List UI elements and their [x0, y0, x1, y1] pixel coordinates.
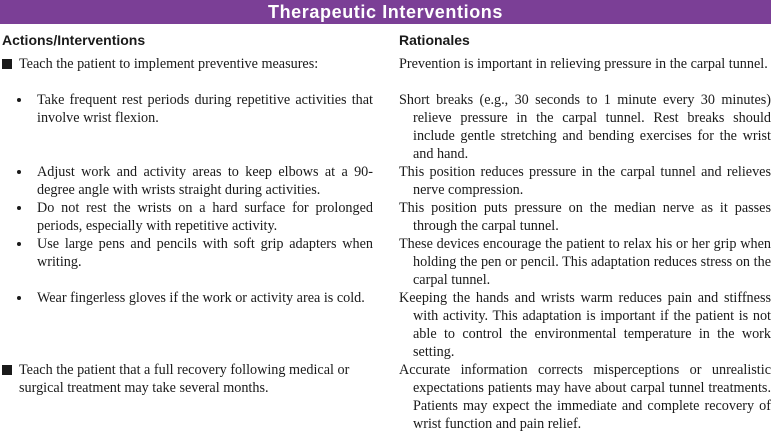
rationale-text: These devices encourage the patient to relax his or her grip when holding the pen or pencil. This adaptation reduces stress on the carpal tunnel. — [399, 236, 771, 288]
action-text: Take frequent rest periods during repetitive activities that involve wrist flexion. — [37, 92, 373, 126]
rationale-text: Keeping the hands and wrists warm reduces pain and stiffness with activity. This adaptation is important if the patient is not able to control the environmental temperature in the work setting. — [399, 290, 771, 360]
rationale-text: Accurate information corrects misperceptions or unrealistic expectations patients may have about carpal tunnel treatments. Patients may expect the immediate and complete recovery of wrist function and pain relief. — [399, 362, 771, 432]
section-banner — [0, 0, 771, 24]
rationales-column-header: Rationales — [399, 32, 470, 48]
square-bullet-icon — [2, 365, 12, 375]
actions-column-header: Actions/Interventions — [2, 32, 146, 48]
dot-bullet-icon — [17, 206, 21, 210]
banner-title: Therapeutic Interventions — [267, 2, 504, 22]
action-text: Teach the patient to implement preventive measures: — [19, 56, 319, 72]
action-text: Teach the patient that a full recovery following medical or surgical treatment may take several months. — [19, 362, 350, 396]
action-text: Wear fingerless gloves if the work or activity area is cold. — [37, 290, 365, 306]
square-bullet-icon — [2, 59, 12, 69]
rationale-text: Prevention is important in relieving pressure in the carpal tunnel. — [399, 56, 768, 72]
rationale-text: Short breaks (e.g., 30 seconds to 1 minute every 30 minutes) relieve pressure in the carpal tunnel. Rest breaks should include gentle stretching and bending exercises for the wrist and hand. — [399, 92, 771, 162]
dot-bullet-icon — [17, 296, 21, 300]
dot-bullet-icon — [17, 170, 21, 174]
action-text: Do not rest the wrists on a hard surface for prolonged periods, especially with repetitive activity. — [37, 200, 373, 234]
rationale-text: This position reduces pressure in the carpal tunnel and relieves nerve compression. — [399, 164, 771, 198]
action-text: Use large pens and pencils with soft grip adapters when writing. — [37, 236, 373, 270]
dot-bullet-icon — [17, 242, 21, 246]
dot-bullet-icon — [17, 98, 21, 102]
rationale-text: This position puts pressure on the median nerve as it passes through the carpal tunnel. — [399, 200, 771, 234]
action-text: Adjust work and activity areas to keep elbows at a 90-degree angle with wrists straight during activities. — [37, 164, 373, 198]
